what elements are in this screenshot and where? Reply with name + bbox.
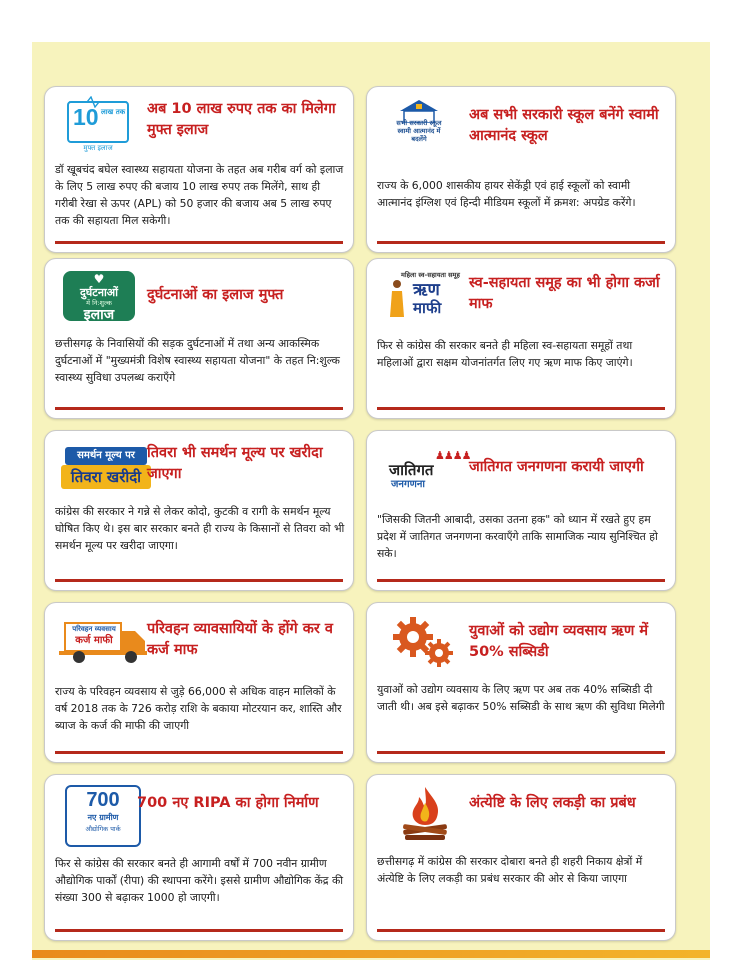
card-youth-subsidy	[366, 602, 676, 763]
card-ripa	[44, 774, 354, 941]
logo-number: 700	[86, 789, 120, 811]
card-rule	[377, 407, 665, 410]
school-logo	[377, 95, 463, 149]
card-title: अब 10 लाख रुपए तक का मिलेगा मुफ्त इलाज	[147, 101, 336, 138]
card-body: छत्तीसगढ़ में कांग्रेस की सरकार दोबारा बनते ही शहरी निकाय क्षेत्रों में अंत्येष्टि के लिए लकड़ी का प्रबंध सरकार की ओर से किया जाएगा	[377, 855, 643, 885]
logo-line2: ऋण	[413, 280, 440, 300]
logo-line2: कर्ज माफी	[75, 635, 113, 646]
card-title: अंत्येष्टि के लिए लकड़ी का प्रबंध	[469, 795, 636, 811]
transport-logo	[55, 611, 141, 665]
card-title: युवाओं को उद्योग व्यवसाय ऋण में 50% सब्सिडी	[469, 623, 649, 660]
card-title: परिवहन व्यावसायियों के होंगे कर व कर्ज माफ	[147, 621, 333, 658]
logo-line1: दुर्घटनाओं	[79, 286, 119, 299]
logo-bottom: तिवरा खरीदी	[61, 465, 151, 489]
ripa-badge-icon	[65, 785, 141, 847]
youth-logo	[377, 611, 463, 665]
card-rule	[377, 579, 665, 582]
census-logo	[377, 439, 471, 493]
msp-banner-icon	[61, 447, 151, 493]
logo-caption: मुफ्त इलाज	[83, 144, 113, 152]
logo-unit: लाख तक	[101, 108, 126, 116]
card-rule	[55, 579, 343, 582]
card-title: अब सभी सरकारी स्कूल बनेंगे स्वामी आत्मानंद स्कूल	[469, 107, 659, 144]
card-title: दुर्घटनाओं का इलाज मुफ्त	[147, 287, 284, 303]
logo-number: 10	[73, 104, 99, 130]
card-title: 700 नए RIPA का होगा निर्माण	[137, 795, 319, 811]
card-body: डॉ खूबचंद बघेल स्वास्थ्य सहायता योजना के तहत अब गरीब वर्ग को इलाज के लिए 5 लाख रुपए की बजाय 10 लाख रुपए तक मिलेंगे, साथ ही गरीबी रेखा से ऊपर (APL) को 50 हजार की बजाय अब 5 लाख रुपए तक की सहायता मिल सकेगी।	[55, 163, 344, 227]
logo-line2: औद्योगिक पार्क	[85, 825, 121, 833]
bottom-stripe	[32, 950, 710, 958]
logo-top: समर्थन मूल्य पर	[65, 447, 147, 465]
card-rule	[55, 241, 343, 244]
logo-line1: परिवहन व्यवसाय	[72, 625, 116, 633]
logo-line3: माफी	[413, 299, 442, 317]
logo-line1: महिला स्व-सहायता समूह	[401, 271, 460, 279]
logo-line2: में नि:शुल्क	[86, 299, 112, 307]
card-title: जातिगत जनगणना करायी जाएगी	[469, 459, 644, 475]
woman-figure-icon	[389, 279, 405, 319]
card-body: "जिसकी जितनी आबादी, उसका उतना हक" को ध्यान में रखते हुए हम प्रदेश में जातिगत जनगणना करवाएँगे ताकि सामाजिक न्याय सुनिश्चित हो सके।	[377, 513, 658, 560]
card-free-treatment	[44, 86, 354, 253]
card-rule	[377, 241, 665, 244]
gears-icon	[391, 615, 457, 671]
funeral-logo	[377, 783, 463, 837]
logo-line1: नए ग्रामीण	[87, 813, 119, 822]
card-rule	[55, 751, 343, 754]
card-title: स्व-सहायता समूह का भी होगा कर्जा माफ	[469, 275, 660, 312]
card-title: तिवरा भी समर्थन मूल्य पर खरीदा जाएगा	[147, 445, 323, 482]
card-caste-census	[366, 430, 676, 591]
pulse-line-icon	[69, 96, 127, 108]
school-building-icon	[396, 99, 442, 143]
ten-lakh-health-icon	[55, 95, 141, 152]
logo-line2: जनगणना	[391, 479, 425, 490]
card-body: छत्तीसगढ़ के निवासियों की सड़क दुर्घटनाओं में तथा अन्य आकस्मिक दुर्घटनाओं में "मुख्यमंत्री विशेष स्वास्थ्य सहायता योजना" के तहत नि:शुल्क स्वास्थ्य सुविधा उपलब्ध कराएँगे	[55, 337, 340, 384]
card-funeral-wood	[366, 774, 676, 941]
card-tivra-msp	[44, 430, 354, 591]
logo-line3: इलाज	[83, 307, 115, 323]
logo-line1: जातिगत	[389, 461, 434, 479]
card-accidents	[44, 258, 354, 419]
card-transport	[44, 602, 354, 763]
card-body: राज्य के परिवहन व्यवसाय से जुड़े 66,000 से अधिक वाहन मालिकों के वर्ष 2018 तक के 726 करोड़ राशि के बकाया मोटरयान कर, शास्ति और ब्याज के कर्ज की माफी की जाएगी	[55, 685, 342, 732]
msp-logo	[55, 439, 141, 493]
accident-logo	[55, 267, 141, 321]
pyre-fire-icon	[397, 785, 453, 843]
card-body: युवाओं को उद्योग व्यवसाय के लिए ऋण पर अब तक 40% सब्सिडी दी जाती थी। अब इसे बढ़ाकर 50% सब्सिडी के साथ ऋण की सुविधा मिलेगी	[377, 683, 665, 713]
card-rule	[377, 751, 665, 754]
card-body: फिर से कांग्रेस की सरकार बनते ही आगामी वर्षों में 700 नवीन ग्रामीण औद्योगिक पार्कों (रीपा) की स्थापना करेंगे। इससे ग्रामीण औद्योगिक केंद्र की संख्या 300 से बढ़ाकर 1000 हो जाएगी।	[55, 857, 344, 904]
card-shg-loan	[366, 258, 676, 419]
heart-hand-icon: ♥	[93, 272, 105, 286]
logo-caption: सभी सरकारी स्कूल स्वामी आत्मानंद में बदलेंगे	[396, 119, 442, 143]
people-group-icon: ♟♟♟♟	[435, 449, 471, 462]
card-rule	[377, 929, 665, 932]
card-rule	[55, 929, 343, 932]
card-body: राज्य के 6,000 शासकीय हायर सेकेंड्री एवं हाई स्कूलों को स्वामी आत्मानंद इंग्लिश एवं हिन्दी मीडियम स्कूलों में क्रमश: अपग्रेड करेंगे।	[377, 179, 636, 209]
ripa-logo	[55, 783, 141, 837]
card-body: कांग्रेस की सरकार ने गन्ने से लेकर कोदो, कुटकी व रागी के समर्थन मूल्य घोषित किए थे। इस बार सरकार बनते ही राज्य के किसानों से तिवरा को भी समर्थन मूल्य पर खरीदा जाएगा।	[55, 505, 345, 552]
card-body: फिर से कांग्रेस की सरकार बनते ही महिला स्व-सहायता समूहों तथा महिलाओं द्वारा सक्षम योजनांतर्गत लिए गए ऋण माफ किए जाएंगे।	[377, 339, 633, 369]
card-rule	[55, 407, 343, 410]
shg-logo	[377, 267, 463, 321]
card-schools	[366, 86, 676, 253]
